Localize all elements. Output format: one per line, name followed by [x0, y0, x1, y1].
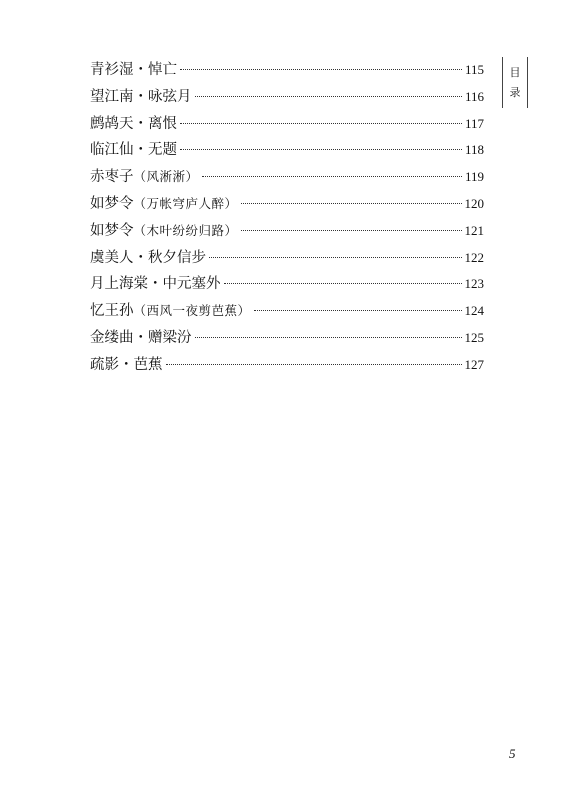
dot-leader — [224, 283, 462, 284]
toc-entry-title: 临江仙・无题 — [90, 142, 177, 159]
toc-page-number: 127 — [464, 356, 484, 372]
toc-page-number: 119 — [464, 169, 484, 185]
toc-page-number: 117 — [464, 115, 484, 131]
toc-entry[interactable] — [90, 325, 484, 352]
dot-leader — [195, 96, 462, 97]
toc-page-number: 121 — [464, 222, 484, 238]
toc-entry-title: 如梦令（万帐穹庐人醉） — [90, 195, 238, 212]
side-tab-char: 目 — [509, 65, 521, 79]
dot-leader — [241, 230, 462, 231]
dot-leader — [202, 176, 462, 177]
toc-entry-title: 望江南・咏弦月 — [90, 88, 192, 105]
toc-entry[interactable] — [90, 218, 484, 245]
toc-entry[interactable] — [90, 191, 484, 218]
toc-entry[interactable] — [90, 84, 484, 111]
toc-list — [90, 57, 484, 379]
toc-entry-title: 鹧鸪天・离恨 — [90, 115, 177, 132]
toc-page-number: 120 — [464, 195, 484, 211]
dot-leader — [254, 310, 462, 311]
toc-entry[interactable] — [90, 298, 484, 325]
toc-entry-title: 虞美人・秋夕信步 — [90, 249, 206, 266]
dot-leader — [180, 69, 462, 70]
toc-entry[interactable] — [90, 111, 484, 138]
dot-leader — [241, 203, 462, 204]
toc-entry-title: 忆王孙（西风一夜剪芭蕉） — [90, 303, 251, 320]
toc-entry[interactable] — [90, 137, 484, 164]
contents-side-tab — [502, 57, 528, 108]
dot-leader — [180, 149, 462, 150]
dot-leader — [195, 337, 462, 338]
toc-entry-title: 月上海棠・中元塞外 — [90, 276, 221, 293]
toc-entry[interactable] — [90, 352, 484, 379]
toc-page-number: 125 — [464, 329, 484, 345]
toc-entry[interactable] — [90, 245, 484, 272]
dot-leader — [166, 364, 462, 365]
dot-leader — [209, 257, 462, 258]
toc-page-number: 118 — [464, 142, 484, 158]
toc-entry[interactable] — [90, 271, 484, 298]
dot-leader — [180, 123, 462, 124]
toc-entry-title: 青衫湿・悼亡 — [90, 62, 177, 78]
toc-entry-title: 赤枣子（风淅淅） — [90, 169, 199, 186]
toc-entry[interactable] — [90, 164, 484, 191]
side-tab-char: 录 — [509, 85, 521, 99]
toc-page-number: 116 — [464, 88, 484, 104]
toc-entry-title: 疏影・芭蕉 — [90, 356, 163, 373]
toc-entry-title: 如梦令（木叶纷纷归路） — [90, 222, 238, 239]
toc-page-number: 115 — [464, 62, 484, 77]
toc-page-number: 122 — [464, 249, 484, 265]
page-number: 5 — [509, 746, 516, 761]
toc-page-number: 123 — [464, 276, 484, 292]
toc-entry[interactable] — [90, 57, 484, 84]
toc-entry-title: 金缕曲・赠梁汾 — [90, 329, 192, 346]
toc-page-number: 124 — [464, 303, 484, 319]
